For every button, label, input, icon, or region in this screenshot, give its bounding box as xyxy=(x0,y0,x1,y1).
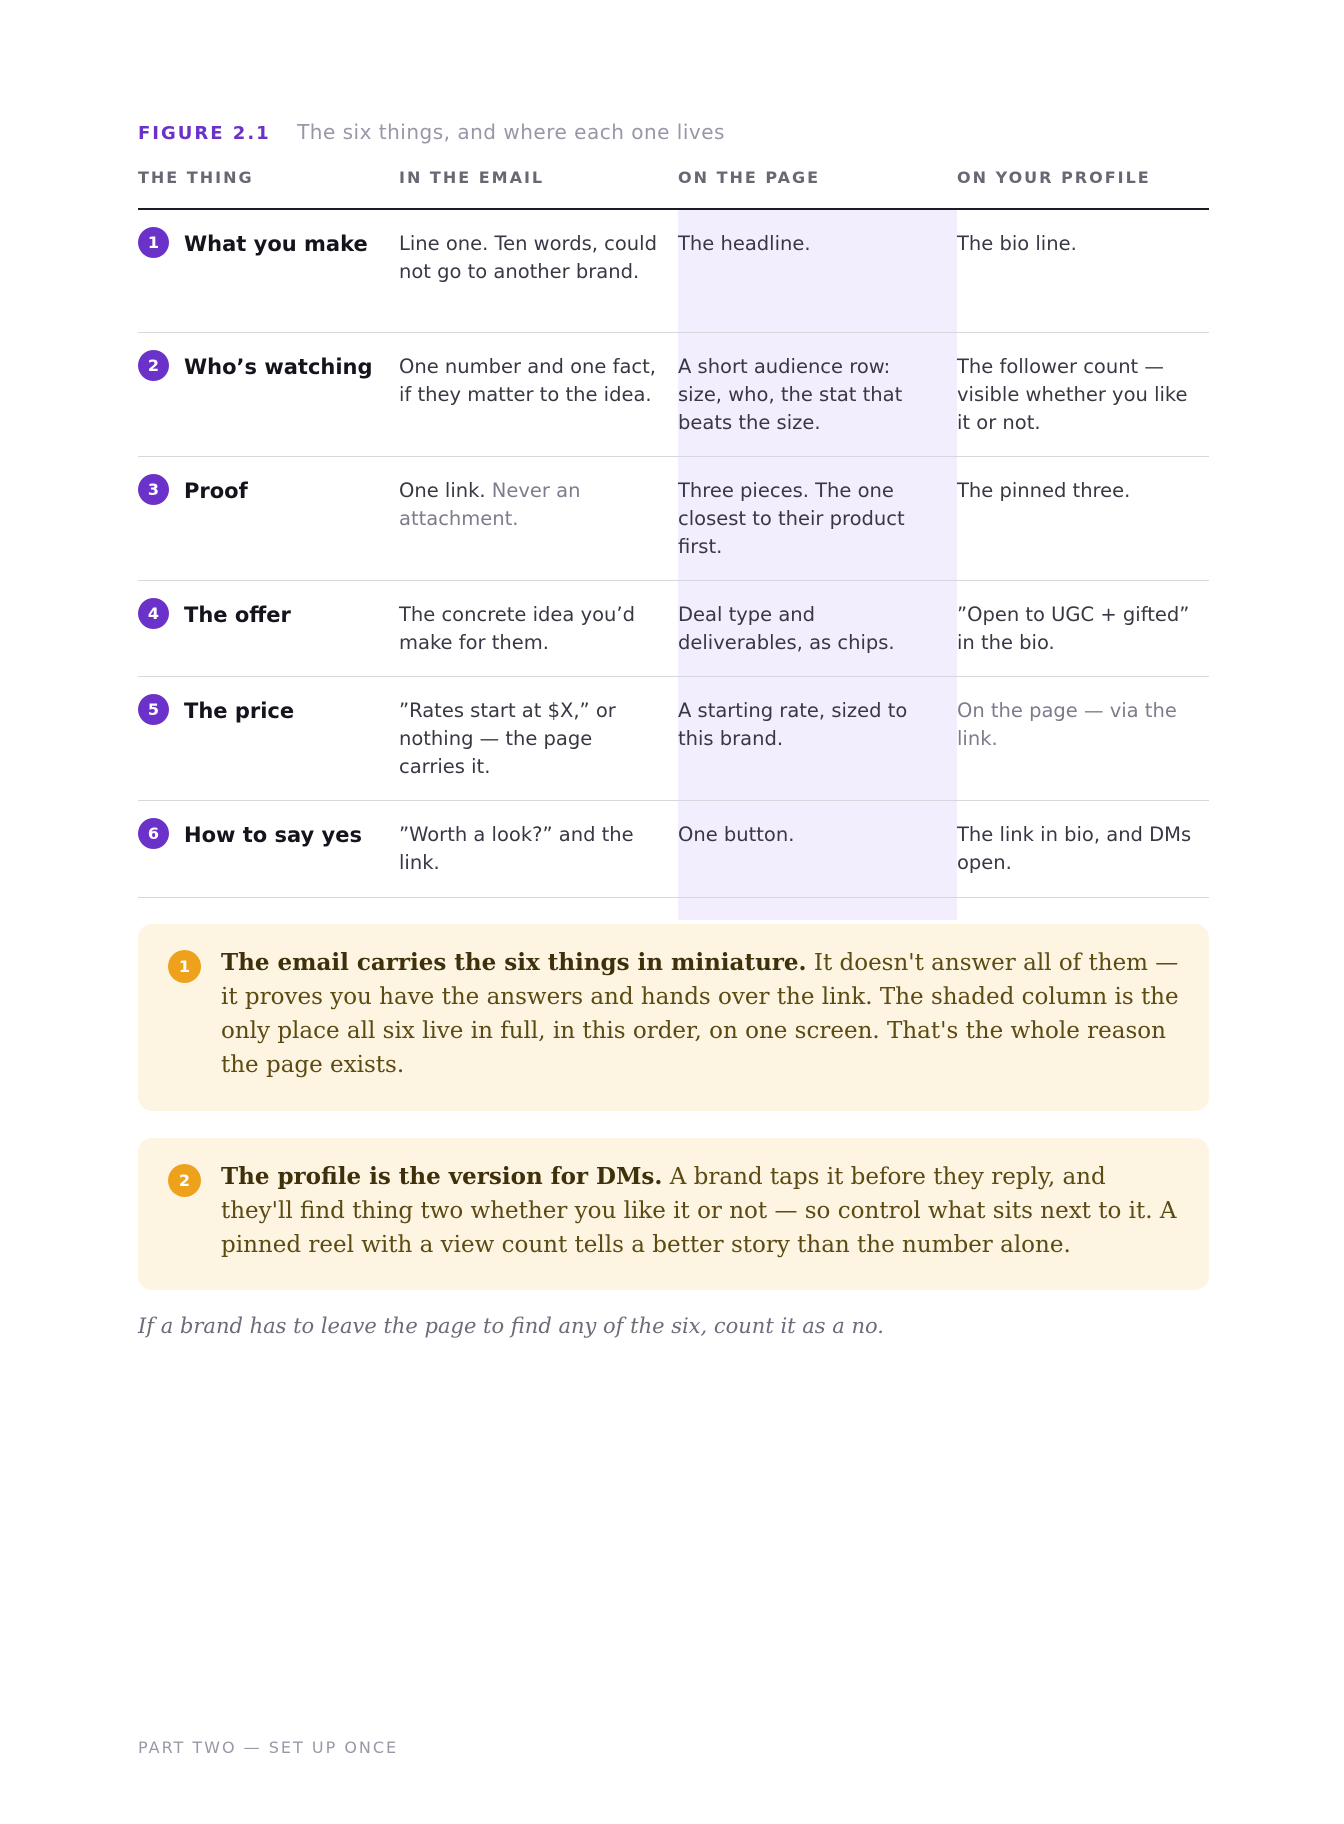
table-header xyxy=(138,162,1209,210)
page-cell: The headline. xyxy=(678,232,811,255)
email-cell xyxy=(399,821,661,877)
profile-cell xyxy=(957,821,1197,877)
row-number-badge: 1 xyxy=(138,227,169,258)
email-cell xyxy=(399,230,661,286)
closing-line: If a brand has to leave the page to find any of the six, count it as a no. xyxy=(138,1314,884,1338)
figure-table xyxy=(138,162,1209,898)
email-text: ”Worth a look?” and the link. xyxy=(399,823,634,874)
note-body: A brand taps it before they reply, and they'll find thing two whether you like it or not — so control what sits next to it. A pinned reel with a view count tells a better story than the number alone. xyxy=(221,1164,1177,1258)
email-text: The concrete idea you’d make for them. xyxy=(399,603,635,654)
email-cell xyxy=(399,601,661,657)
page-cell: Deal type and deliverables, as chips. xyxy=(678,603,895,654)
note-lead: The profile is the version for DMs. xyxy=(221,1163,663,1190)
note-lead: The email carries the six things in miniature. xyxy=(221,949,807,976)
profile-cell xyxy=(957,697,1197,753)
table-row xyxy=(138,677,1209,801)
table-row xyxy=(138,801,1209,898)
thing-name: Proof xyxy=(184,479,248,503)
email-cell xyxy=(399,697,661,781)
running-footer: PART TWO — SET UP ONCE xyxy=(138,1738,399,1757)
email-muted-text: Never an attachment. xyxy=(399,479,581,530)
figure-title: The six things, and where each one lives xyxy=(297,120,725,144)
profile-cell xyxy=(957,601,1197,657)
email-text: Line one. Ten words, could not go to another brand. xyxy=(399,232,657,283)
thing-cell xyxy=(138,601,291,629)
profile-cell xyxy=(957,477,1197,505)
row-number-badge: 5 xyxy=(138,694,169,725)
row-number-badge: 2 xyxy=(138,350,169,381)
header-profile: ON YOUR PROFILE xyxy=(957,168,1151,187)
note-number-badge: 1 xyxy=(168,950,201,983)
thing-cell xyxy=(138,477,248,505)
page-cell: A short audience row: size, who, the stat that beats the size. xyxy=(678,355,903,434)
email-text: One link. xyxy=(399,479,486,502)
thing-name: How to say yes xyxy=(184,823,362,847)
page-cell: One button. xyxy=(678,823,795,846)
email-cell xyxy=(399,477,661,533)
profile-text: ”Open to UGC + gifted” in the bio. xyxy=(957,603,1190,654)
header-thing: THE THING xyxy=(138,168,254,187)
thing-cell xyxy=(138,821,362,849)
note-body: It doesn't answer all of them — it proves you have the answers and hands over the link. The shaded column is the only place all six live in full, in this order, on one screen. That's the whole reason the page exists. xyxy=(221,950,1179,1078)
row-number-badge: 4 xyxy=(138,598,169,629)
note-number-badge: 2 xyxy=(168,1164,201,1197)
profile-text: The pinned three. xyxy=(957,479,1131,502)
table-row xyxy=(138,581,1209,677)
note-text xyxy=(221,1160,1181,1262)
profile-cell xyxy=(957,353,1197,437)
thing-cell xyxy=(138,353,373,381)
table-row xyxy=(138,457,1209,581)
header-email: IN THE EMAIL xyxy=(399,168,545,187)
page xyxy=(138,0,1209,1824)
email-text: One number and one fact, if they matter to the idea. xyxy=(399,355,656,406)
thing-name: The price xyxy=(184,699,295,723)
email-text: ”Rates start at $X,” or nothing — the page carries it. xyxy=(399,699,616,778)
thing-name: The offer xyxy=(184,603,291,627)
page-cell: Three pieces. The one closest to their product first. xyxy=(678,479,905,558)
email-cell xyxy=(399,353,661,409)
row-number-badge: 3 xyxy=(138,474,169,505)
figure-label: FIGURE 2.1 xyxy=(138,123,271,144)
table-row xyxy=(138,333,1209,457)
thing-cell xyxy=(138,230,368,258)
callout-note-2 xyxy=(138,1138,1209,1290)
thing-cell xyxy=(138,697,294,725)
profile-muted-text: On the page — via the link. xyxy=(957,699,1177,750)
profile-text: The link in bio, and DMs open. xyxy=(957,823,1192,874)
note-text xyxy=(221,946,1181,1082)
page-cell: A starting rate, sized to this brand. xyxy=(678,699,908,750)
thing-name: What you make xyxy=(184,232,368,256)
profile-text: The follower count — visible whether you like it or not. xyxy=(957,355,1188,434)
thing-name: Who’s watching xyxy=(184,355,373,379)
row-number-badge: 6 xyxy=(138,818,169,849)
callout-note-1 xyxy=(138,924,1209,1111)
profile-text: The bio line. xyxy=(957,232,1077,255)
header-page: ON THE PAGE xyxy=(678,168,821,187)
figure-caption xyxy=(138,120,725,144)
table-row xyxy=(138,210,1209,333)
profile-cell xyxy=(957,230,1197,258)
